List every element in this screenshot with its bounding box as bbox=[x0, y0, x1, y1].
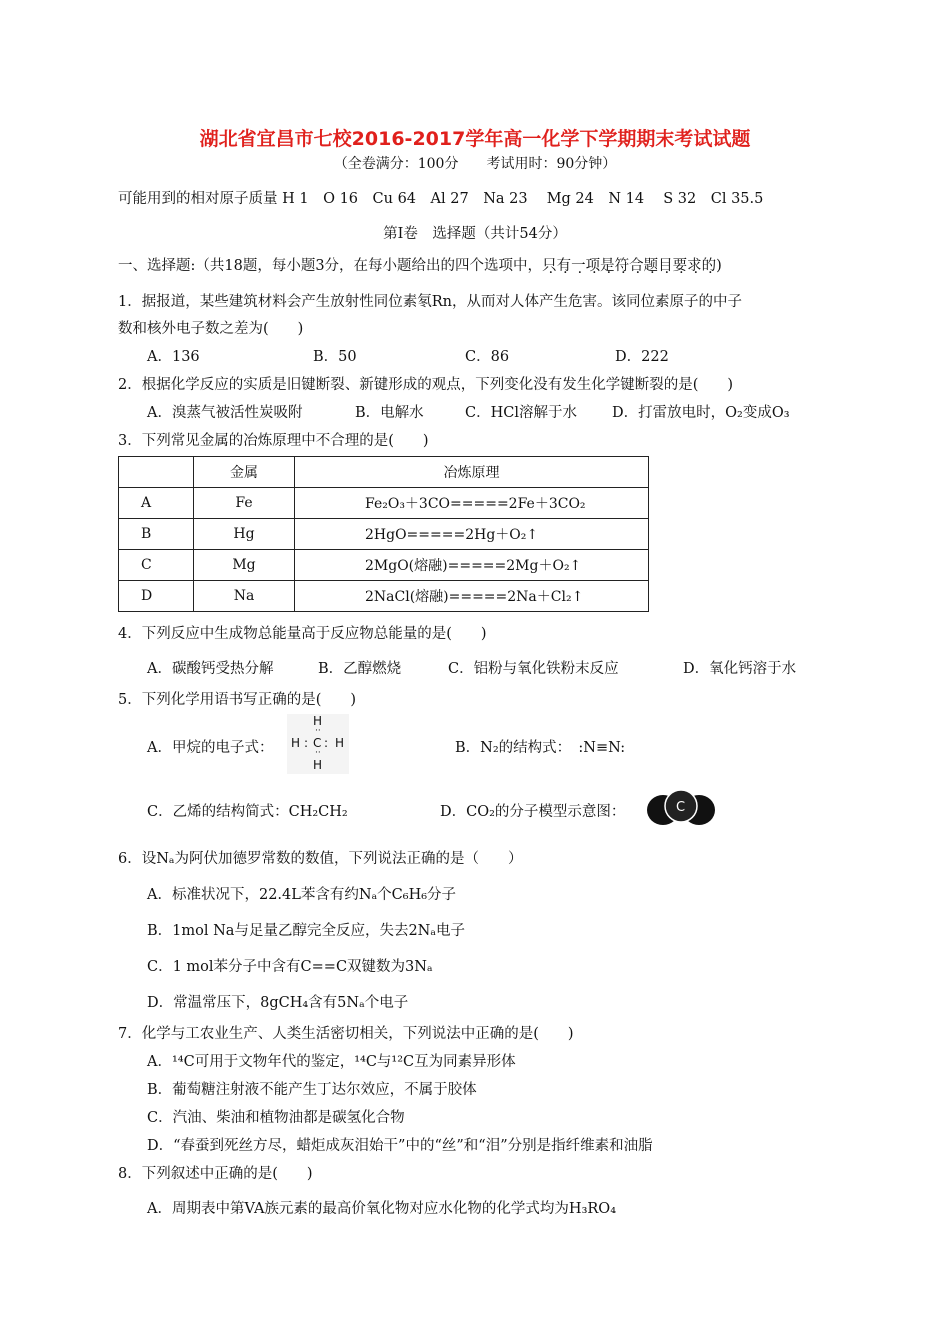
section-suffix: ) bbox=[716, 258, 722, 274]
q7-option-c: C．汽油、柴油和植物油都是碳氢化合物 bbox=[147, 1110, 405, 1126]
section-prefix: 一、选择题:（共18题，每小题3分，在每小题给出的四个选项中， bbox=[118, 258, 543, 274]
table-cell: Fe₂O₃＋3CO=====2Fe＋3CO₂ bbox=[295, 488, 649, 519]
part-title: 第Ⅰ卷 选择题（共计54分） bbox=[383, 226, 567, 242]
q6-stem: 6．设Nₐ为阿伏加德罗常数的数值，下列说法正确的是（ ） bbox=[118, 851, 523, 867]
q5-option-a: A．甲烷的电子式： bbox=[147, 740, 274, 756]
q2-option-d: D．打雷放电时，O₂变成O₃ bbox=[612, 405, 790, 421]
page-title: 湖北省宜昌市七校2016-2017学年高一化学下学期期末考试试题 bbox=[199, 128, 751, 150]
q2-option-a: A．溴蒸气被活性炭吸附 bbox=[147, 405, 303, 421]
table-header-row bbox=[119, 457, 649, 488]
table-header-cell: 冶炼原理 bbox=[295, 457, 649, 488]
q2-option-b: B．电解水 bbox=[355, 405, 424, 421]
table-cell: Mg bbox=[194, 550, 295, 581]
q5-option-c: C．乙烯的结构简式：CH₂CH₂ bbox=[147, 804, 348, 820]
table-cell: Fe bbox=[194, 488, 295, 519]
table-cell: D bbox=[119, 581, 194, 612]
q2-stem: 2．根据化学反应的实质是旧键断裂、新键形成的观点，下列变化没有发生化学键断裂的是( ) bbox=[118, 377, 734, 393]
co2-model-icon bbox=[646, 786, 716, 830]
q4-option-b: B．乙醇燃烧 bbox=[318, 661, 402, 677]
q7-option-d: D．“春蚕到死丝方尽，蜡炬成灰泪始干”中的“丝”和“泪”分别是指纤维素和油脂 bbox=[147, 1138, 653, 1154]
q8-option-a: A．周期表中第VA族元素的最高价氧化物对应水化物的化学式均为H₃RO₄ bbox=[147, 1201, 617, 1217]
q3-stem: 3．下列常见金属的冶炼原理中不合理的是( ) bbox=[118, 433, 429, 449]
atomic-masses: 可能用到的相对原子质量 H 1 O 16 Cu 64 Al 27 Na 23 Mg 24 N 14 S 32 Cl 35.5 bbox=[118, 191, 764, 207]
smelting-table bbox=[118, 456, 649, 612]
section-instructions bbox=[118, 254, 722, 275]
table-cell: B bbox=[119, 519, 194, 550]
q4-stem: 4．下列反应中生成物总能量高于反应物总能量的是( ) bbox=[118, 626, 487, 642]
q1-stem-line1: 1．据报道，某些建筑材料会产生放射性同位素氡Rn，从而对人体产生危害。该同位素原子的中子 bbox=[118, 294, 742, 310]
table-cell: A bbox=[119, 488, 194, 519]
q2-option-c: C．HCl溶解于水 bbox=[465, 405, 577, 421]
q6-option-b: B．1mol Na与足量乙醇完全反应，失去2Nₐ电子 bbox=[147, 923, 465, 939]
table-row bbox=[119, 581, 649, 612]
q7-option-a: A．¹⁴C可用于文物年代的鉴定，¹⁴C与¹²C互为同素异形体 bbox=[147, 1054, 516, 1070]
table-cell: 2HgO=====2Hg＋O₂↑ bbox=[295, 519, 649, 550]
table-row bbox=[119, 488, 649, 519]
exam-info: （全卷满分：100分 考试用时：90分钟） bbox=[333, 156, 617, 172]
table-cell: Hg bbox=[194, 519, 295, 550]
q5-option-d: D．CO₂的分子模型示意图： bbox=[440, 804, 626, 820]
q5-option-b: B．N₂的结构式： :N≡N: bbox=[455, 740, 626, 756]
q1-stem-line2: 数和核外电子数之差为( ) bbox=[118, 321, 304, 337]
co2-model-label: C bbox=[676, 800, 686, 815]
methane-electron-formula: H H : C : H ·· ·· H bbox=[287, 714, 349, 774]
table-cell: Na bbox=[194, 581, 295, 612]
q1-option-b: B．50 bbox=[313, 349, 357, 365]
table-cell: 2NaCl(熔融)=====2Na＋Cl₂↑ bbox=[295, 581, 649, 612]
q6-option-a: A．标准状况下，22.4L苯含有约Nₐ个C₆H₆分子 bbox=[147, 887, 457, 903]
q7-option-b: B．葡萄糖注射液不能产生丁达尔效应，不属于胶体 bbox=[147, 1082, 477, 1098]
q8-stem: 8．下列叙述中正确的是( ) bbox=[118, 1166, 313, 1182]
q6-option-c: C．1 mol苯分子中含有C==C双键数为3Nₐ bbox=[147, 959, 433, 975]
q4-option-c: C．铝粉与氧化铁粉末反应 bbox=[448, 661, 619, 677]
table-cell: C bbox=[119, 550, 194, 581]
emphasis-text: 只有一项是符合题目要求的 bbox=[542, 258, 717, 274]
q1-option-d: D．222 bbox=[615, 349, 669, 365]
table-row bbox=[119, 519, 649, 550]
q1-option-a: A．136 bbox=[147, 349, 200, 365]
q4-option-a: A．碳酸钙受热分解 bbox=[147, 661, 274, 677]
table-header-cell bbox=[119, 457, 194, 488]
q6-option-d: D．常温常压下，8gCH₄含有5Nₐ个电子 bbox=[147, 995, 409, 1011]
table-header-cell: 金属 bbox=[194, 457, 295, 488]
q1-option-c: C．86 bbox=[465, 349, 510, 365]
table-row bbox=[119, 550, 649, 581]
q7-stem: 7．化学与工农业生产、人类生活密切相关，下列说法中正确的是( ) bbox=[118, 1026, 574, 1042]
table-cell: 2MgO(熔融)=====2Mg＋O₂↑ bbox=[295, 550, 649, 581]
q5-stem: 5．下列化学用语书写正确的是( ) bbox=[118, 692, 357, 708]
q4-option-d: D．氧化钙溶于水 bbox=[683, 661, 797, 677]
